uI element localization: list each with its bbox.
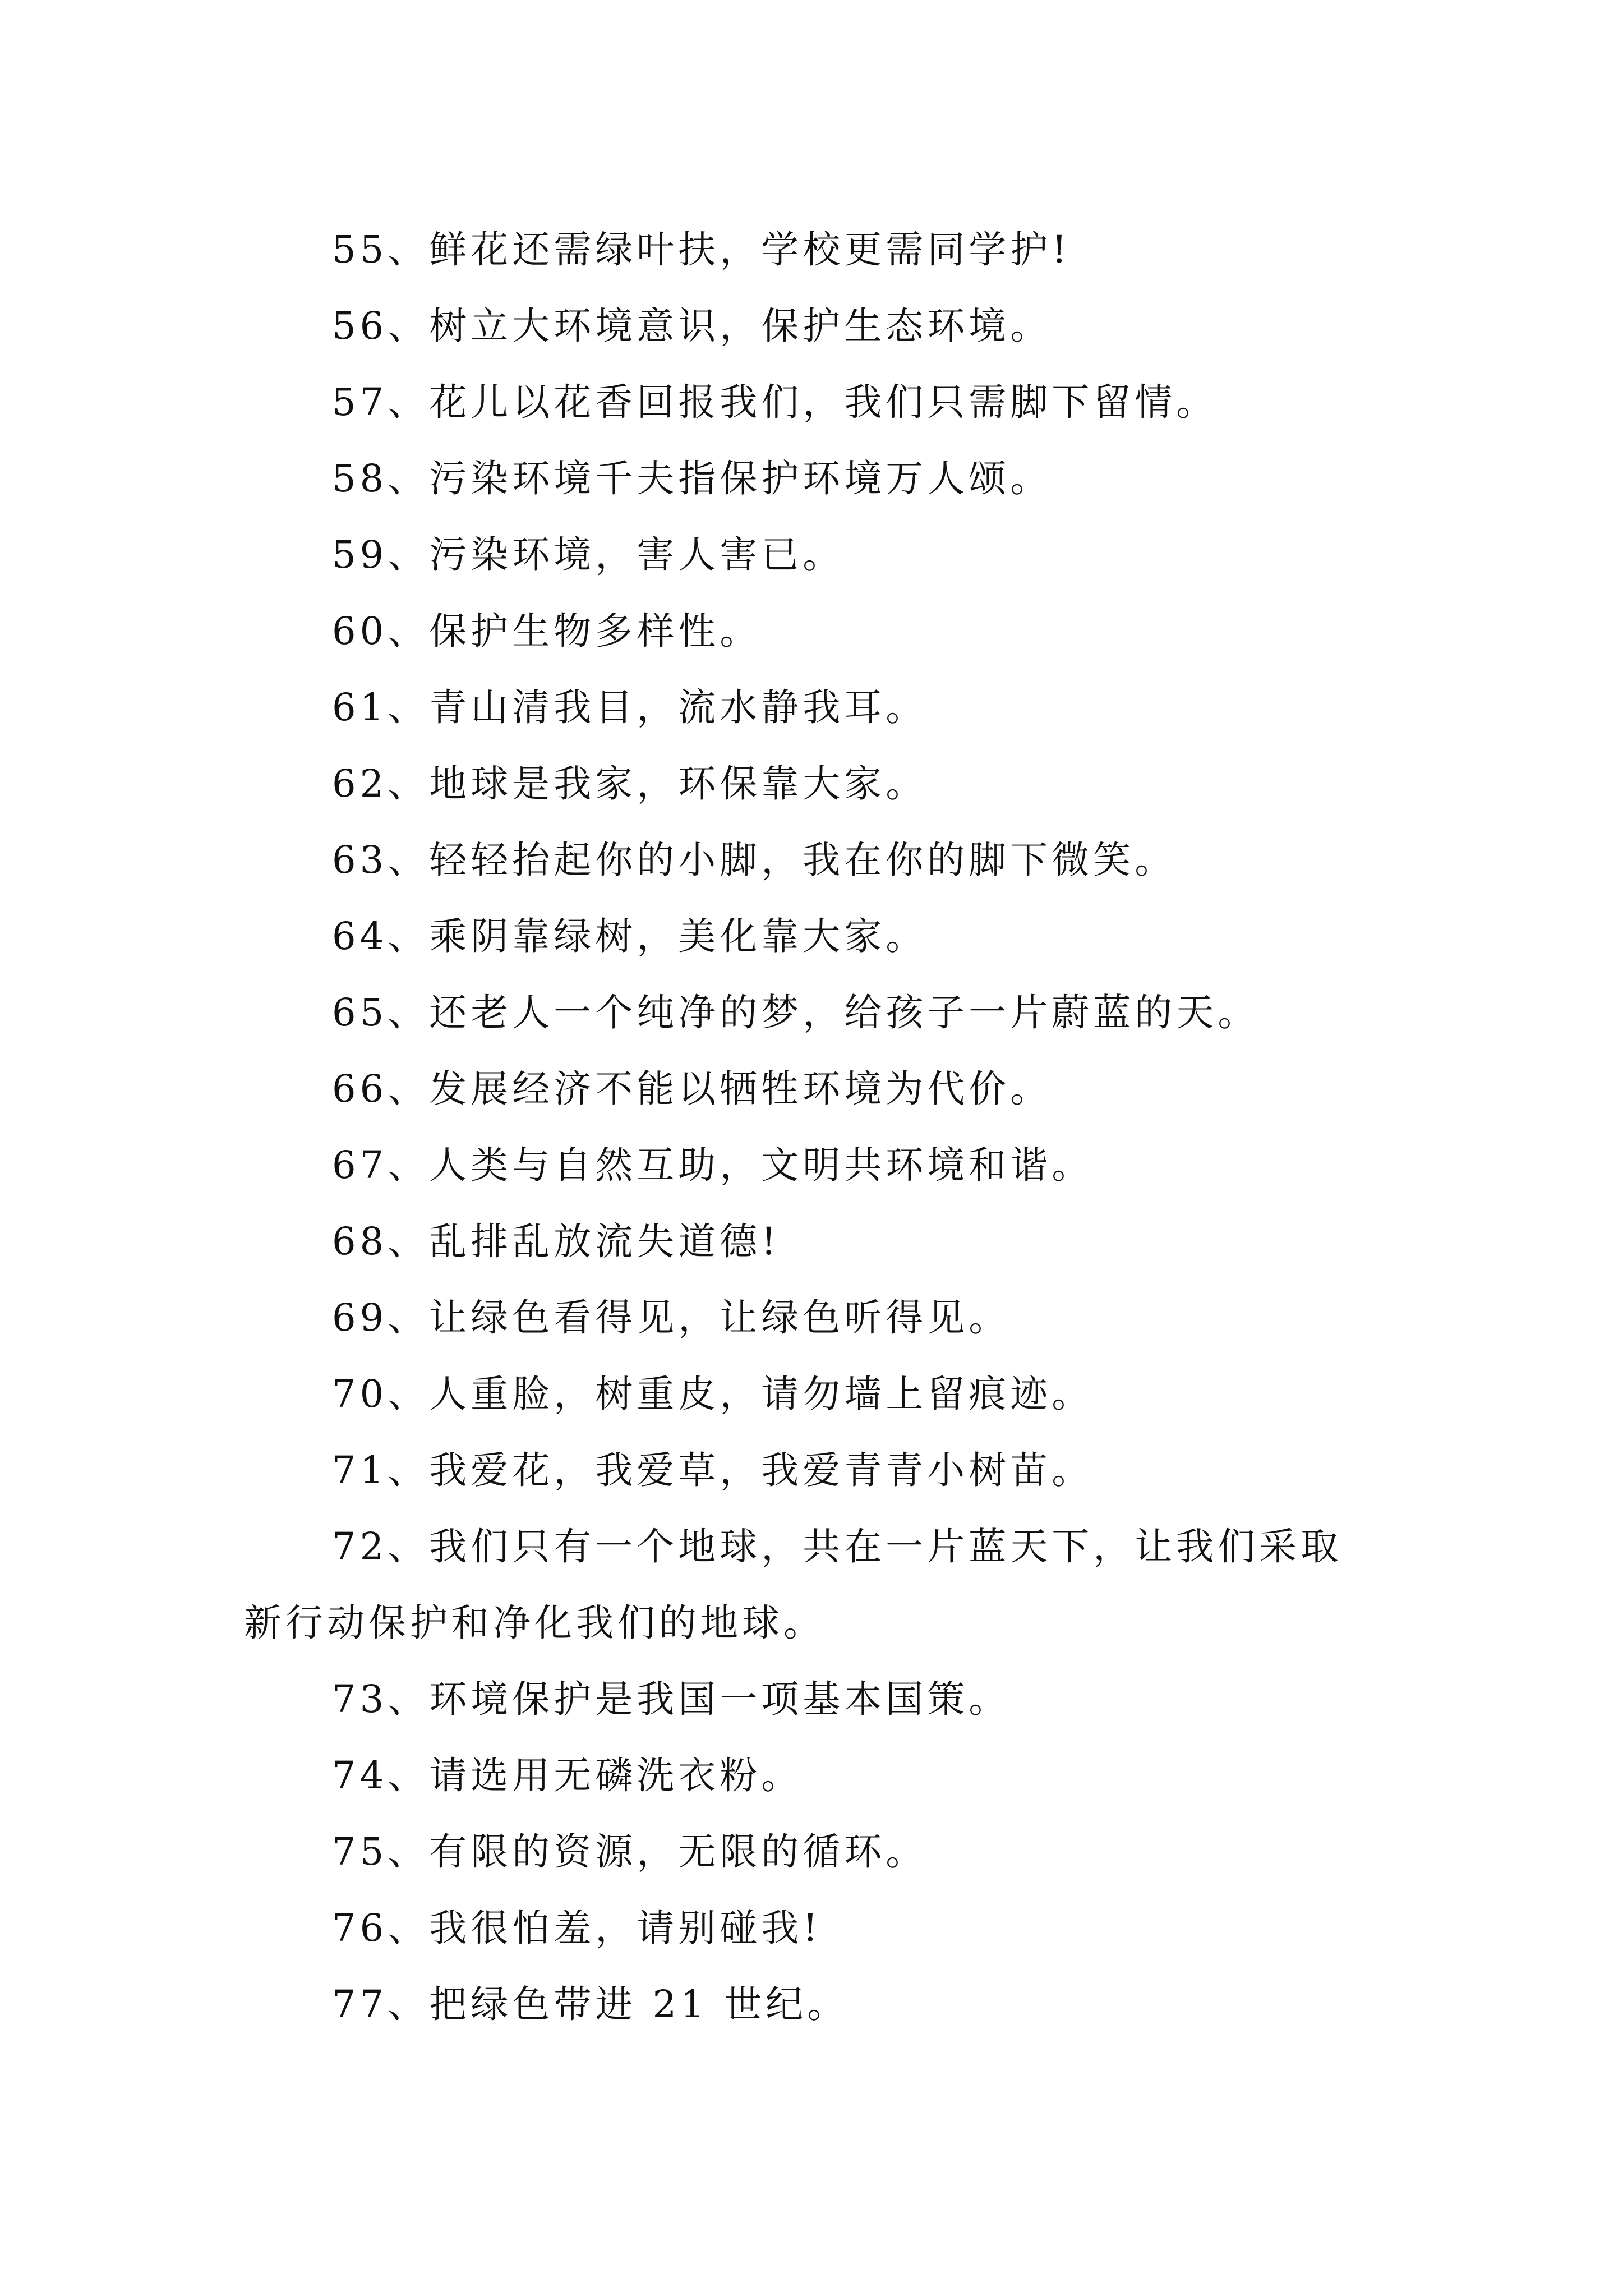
slogan-62: 62、地球是我家，环保靠大家。 <box>332 762 928 806</box>
slogan-63: 63、轻轻抬起你的小脚，我在你的脚下微笑。 <box>332 838 1177 882</box>
slogan-77: 77、把绿色带进 21 世纪。 <box>332 1982 849 2026</box>
slogan-58: 58、污染环境千夫指保护环境万人颂。 <box>332 457 1052 500</box>
slogan-75: 75、有限的资源，无限的循环。 <box>332 1830 928 1874</box>
slogan-72: 72、我们只有一个地球，共在一片蓝天下，让我们采取 <box>332 1525 1343 1568</box>
slogan-61: 61、青山清我目，流水静我耳。 <box>332 685 928 729</box>
slogan-67: 67、人类与自然互助，文明共环境和谐。 <box>332 1143 1094 1187</box>
slogan-66: 66、发展经济不能以牺牲环境为代价。 <box>332 1067 1052 1111</box>
slogan-71: 71、我爱花，我爱草，我爱青青小树苗。 <box>332 1448 1094 1492</box>
slogan-55: 55、鲜花还需绿叶扶，学校更需同学护! <box>332 228 1071 272</box>
slogan-57: 57、花儿以花香回报我们，我们只需脚下留情。 <box>332 380 1218 424</box>
slogan-76: 76、我很怕羞，请别碰我! <box>332 1906 822 1950</box>
slogan-65: 65、还老人一个纯净的梦，给孩子一片蔚蓝的天。 <box>332 991 1260 1034</box>
slogan-69: 69、让绿色看得见，让绿色听得见。 <box>332 1296 1011 1340</box>
slogan-68: 68、乱排乱放流失道德! <box>332 1220 781 1263</box>
slogan-list <box>244 211 1399 2042</box>
slogan-74: 74、请选用无磷洗衣粉。 <box>332 1754 803 1797</box>
slogan-59: 59、污染环境，害人害已。 <box>332 533 845 577</box>
slogan-70: 70、人重脸，树重皮，请勿墙上留痕迹。 <box>332 1372 1094 1416</box>
slogan-72-continuation: 新行动保护和净化我们的地球。 <box>244 1601 825 1645</box>
slogan-60: 60、保护生物多样性。 <box>332 609 762 653</box>
slogan-73: 73、环境保护是我国一项基本国策。 <box>332 1677 1011 1721</box>
slogan-56: 56、树立大环境意识，保护生态环境。 <box>332 304 1052 348</box>
slogan-64: 64、乘阴靠绿树，美化靠大家。 <box>332 914 928 958</box>
